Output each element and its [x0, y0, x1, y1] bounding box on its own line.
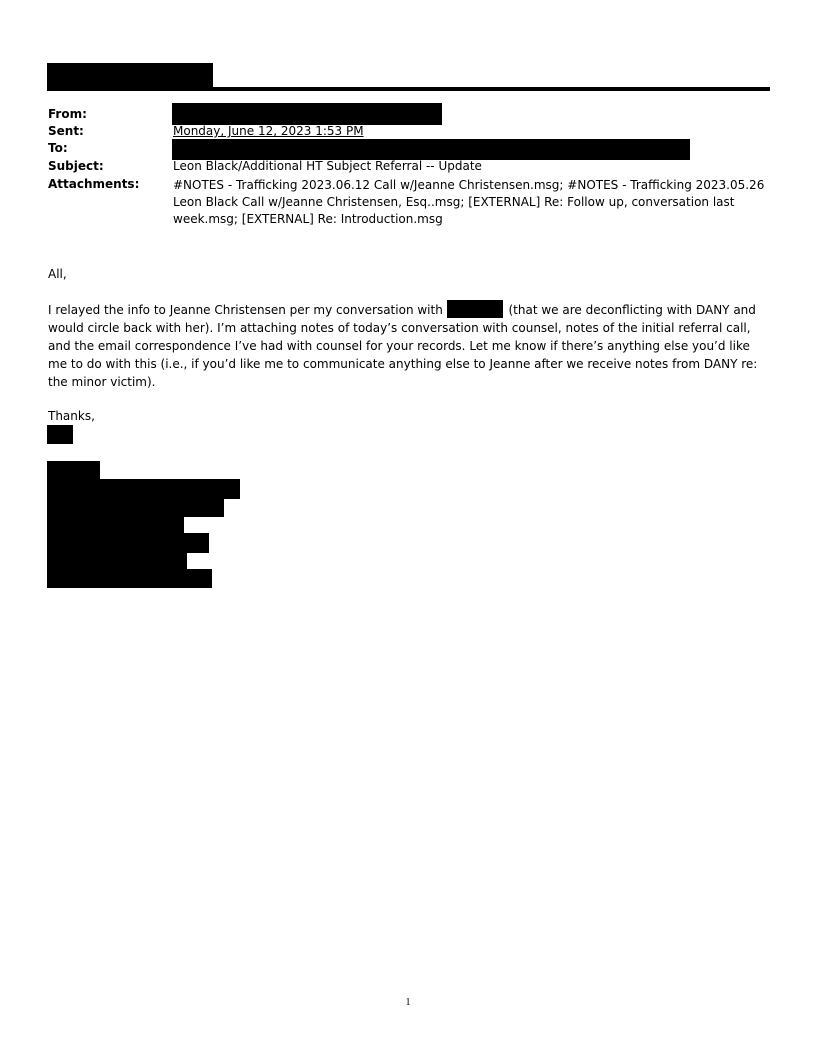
greeting: All,: [48, 267, 67, 281]
redacted-to: [172, 139, 690, 160]
redacted-signature-block: [47, 551, 187, 571]
header-rule: [47, 87, 770, 91]
redacted-name-inline: [447, 300, 503, 318]
subject-value: Leon Black/Additional HT Subject Referral -- Update: [173, 159, 482, 173]
redacted-signature-block: [47, 497, 224, 517]
body-paragraph-start: I relayed the info to Jeanne Christensen per my conversation with: [48, 303, 443, 317]
subject-label: Subject:: [48, 159, 104, 173]
sent-value: Monday, June 12, 2023 1:53 PM: [173, 124, 364, 138]
attachments-value: #NOTES - Trafficking 2023.06.12 Call w/Jeanne Christensen.msg; #NOTES - Trafficking 2023.05.26 Leon Black Call w/Jeanne Christensen, Esq..msg; [EXTERNAL] Re: Follow up, conversation last week.msg; [EXTERNAL] Re: Introduction.msg: [173, 178, 765, 226]
redacted-signature-name: [47, 425, 73, 444]
redacted-signature-block: [47, 569, 212, 588]
closing: Thanks,: [48, 409, 95, 423]
page-number: 1: [405, 997, 411, 1008]
body-paragraph: [48, 300, 772, 391]
redacted-signature-block: [47, 533, 209, 553]
to-label: To:: [48, 141, 68, 155]
sent-label: Sent:: [48, 124, 84, 138]
body-paragraph-rest: (that we are deconflicting with DANY and would circle back with her). I’m attaching notes of today’s conversation with counsel, notes of the initial referral call, and the email correspondence I’ve had with counsel for your records. Let me know if there’s anything else you’d like me to do with this (i.e., if you’d like me to communicate anything else to Jeanne after we receive notes from DANY re: the minor victim).: [48, 303, 758, 389]
attachments-label: Attachments:: [48, 177, 140, 191]
redacted-header-block: [47, 63, 213, 88]
redacted-signature-block: [47, 461, 100, 481]
redacted-signature-block: [47, 515, 184, 535]
from-label: From:: [48, 107, 87, 121]
redacted-signature-block: [47, 479, 240, 499]
redacted-from: [172, 103, 442, 125]
